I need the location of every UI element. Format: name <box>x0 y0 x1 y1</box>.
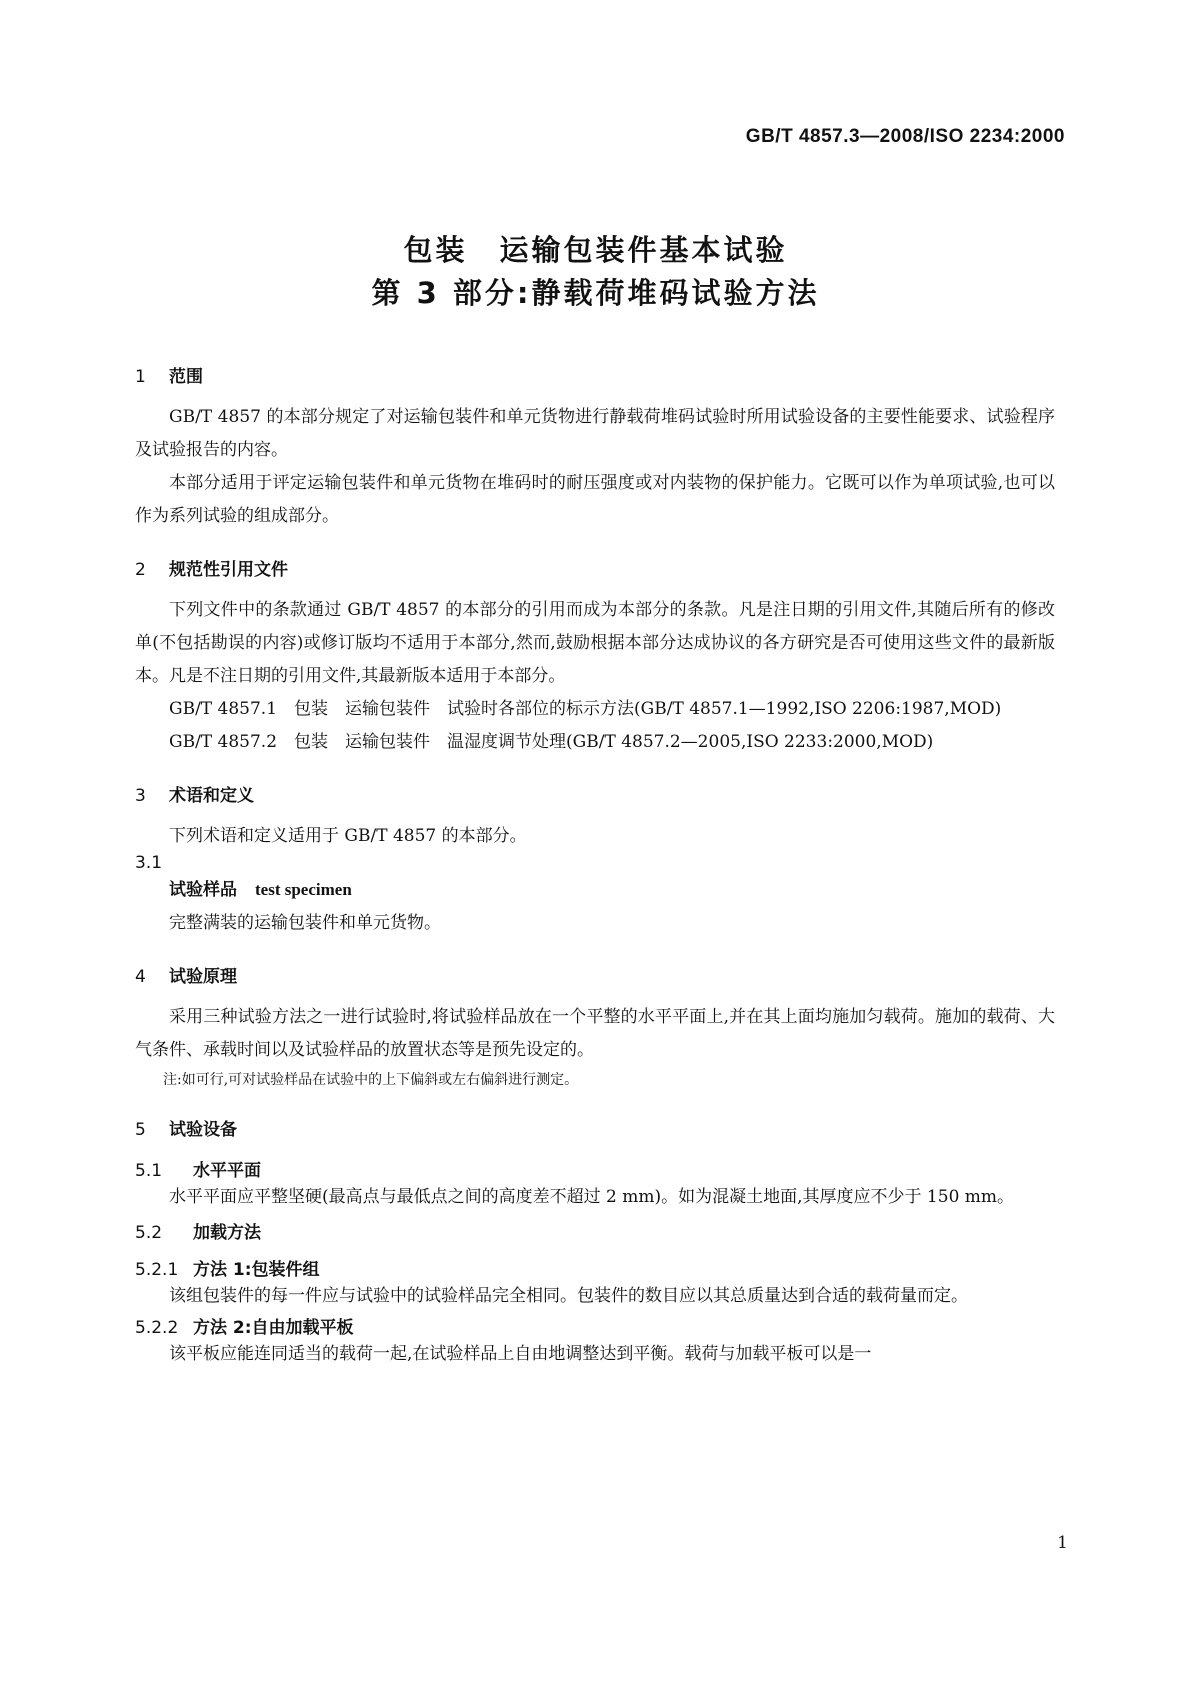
paragraph: 采用三种试验方法之一进行试验时,将试验样品放在一个平整的水平平面上,并在其上面均施加匀载荷。施加的载荷、大气条件、承载时间以及试验样品的放置状态等是预先设定的。 <box>135 1007 1055 1060</box>
subsection-heading-5-2-1 <box>135 1255 1055 1280</box>
document-title-line1: 包装 运输包装件基本试验 <box>403 233 788 267</box>
normative-reference: GB/T 4857.1 包装 运输包装件 试验时各部位的标示方法(GB/T 4857.1—1992,ISO 2206:1987,MOD) <box>169 699 1002 719</box>
section-title: 范围 <box>169 367 203 387</box>
term-definition: 完整满装的运输包装件和单元货物。 <box>169 913 441 933</box>
term-entry <box>135 873 1055 907</box>
subsection-heading-5-1 <box>135 1156 1055 1181</box>
subsection-title: 水平平面 <box>193 1161 261 1181</box>
subsection-title: 加载方法 <box>193 1223 261 1243</box>
paragraph: 下列文件中的条款通过 GB/T 4857 的本部分的引用而成为本部分的条款。凡是注日期的引用文件,其随后所有的修改单(不包括勘误的内容)或修订版均不适用于本部分,然而,鼓励根据本部分达成协议的各方研究是否可使用这些文件的最新版本。凡是不注日期的引用文件,其最新版本适用于本部分。 <box>135 600 1055 686</box>
note: 注:如可行,可对试验样品在试验中的上下偏斜或左右偏斜进行测定。 <box>163 1072 579 1088</box>
section-heading-2 <box>135 555 1055 580</box>
section-heading-1 <box>135 362 1055 387</box>
section-title: 试验设备 <box>169 1120 237 1140</box>
subsection-number: 5.2.2 <box>135 1318 179 1338</box>
page-number: 1 <box>1057 1533 1068 1553</box>
paragraph: GB/T 4857 的本部分规定了对运输包装件和单元货物进行静载荷堆码试验时所用试验设备的主要性能要求、试验程序及试验报告的内容。 <box>135 407 1055 460</box>
section-number: 2 <box>135 560 146 580</box>
paragraph: 本部分适用于评定运输包装件和单元货物在堆码时的耐压强度或对内装物的保护能力。它既可以作为单项试验,也可以作为系列试验的组成部分。 <box>135 473 1055 526</box>
subsection-number: 5.2 <box>135 1223 163 1243</box>
paragraph: 该平板应能连同适当的载荷一起,在试验样品上自由地调整达到平衡。载荷与加载平板可以是一 <box>169 1344 872 1364</box>
paragraph: 该组包装件的每一件应与试验中的试验样品完全相同。包装件的数目应以其总质量达到合适的载荷量而定。 <box>169 1286 968 1306</box>
paragraph: 下列术语和定义适用于 GB/T 4857 的本部分。 <box>169 826 527 846</box>
document-body <box>135 362 1055 1371</box>
section-number: 1 <box>135 367 146 387</box>
subsection-title: 方法 2:自由加载平板 <box>193 1318 354 1338</box>
subsection-number: 5.2.1 <box>135 1260 179 1280</box>
section-number: 5 <box>135 1120 146 1140</box>
normative-reference: GB/T 4857.2 包装 运输包装件 温湿度调节处理(GB/T 4857.2—2005,ISO 2233:2000,MOD) <box>169 732 934 752</box>
subsection-heading-5-2 <box>135 1218 1055 1243</box>
section-title: 规范性引用文件 <box>169 560 288 580</box>
section-heading-4 <box>135 962 1055 987</box>
subsection-title: 方法 1:包装件组 <box>193 1260 320 1280</box>
section-number: 4 <box>135 967 146 987</box>
document-title-line2: 第 3 部分:静载荷堆码试验方法 <box>371 276 820 310</box>
subsection-number: 5.1 <box>135 1161 163 1181</box>
standard-number: GB/T 4857.3—2008/ISO 2234:2000 <box>745 126 1065 147</box>
term-number: 3.1 <box>135 853 163 873</box>
term-chinese: 试验样品 <box>169 880 237 900</box>
section-heading-5 <box>135 1115 1055 1140</box>
section-title: 试验原理 <box>169 967 237 987</box>
section-title: 术语和定义 <box>169 786 254 806</box>
paragraph: 水平平面应平整坚硬(最高点与最低点之间的高度差不超过 2 mm)。如为混凝土地面,其厚度应不少于 150 mm。 <box>169 1187 1015 1207</box>
subsection-heading-5-2-2 <box>135 1313 1055 1338</box>
term-english: test specimen <box>255 880 352 899</box>
section-number: 3 <box>135 786 146 806</box>
section-heading-3 <box>135 781 1055 806</box>
